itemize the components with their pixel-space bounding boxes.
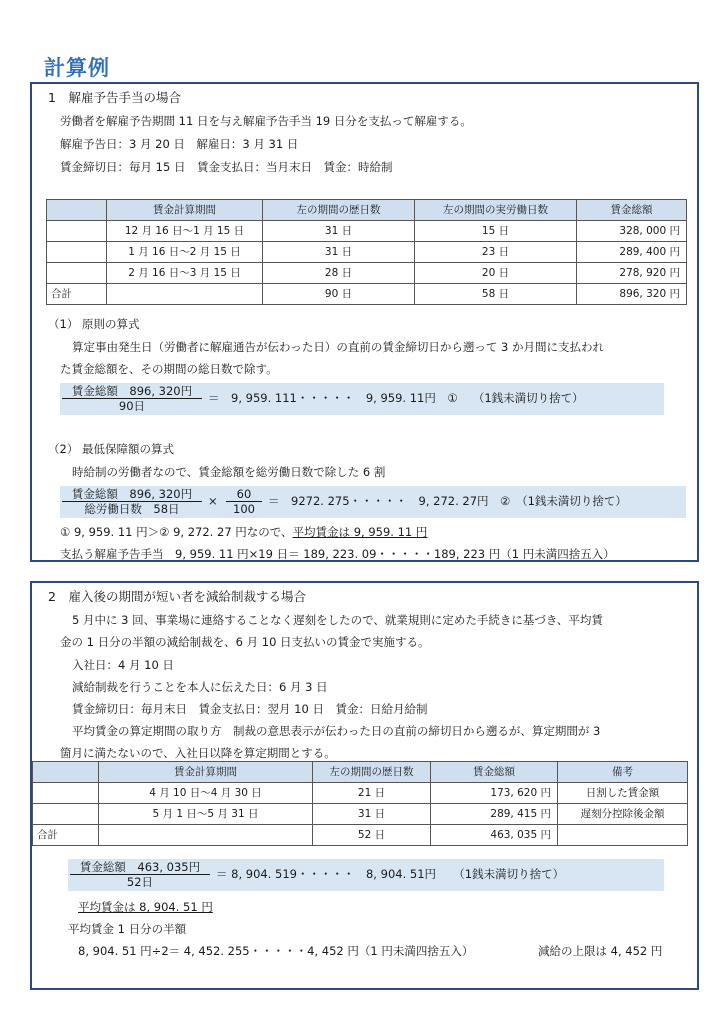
case2-desc2: 金の 1 日分の半額の減給制裁を、6 月 10 日支払いの賃金で実施する。 [60, 635, 430, 649]
table-row [33, 783, 688, 804]
formula3-fraction [70, 860, 210, 889]
table-cell: 463, 035 円 [431, 825, 558, 846]
table-row [47, 263, 687, 284]
case2-hire-date: 入社日：4 月 10 日 [72, 658, 174, 672]
table-cell: 23 日 [415, 242, 577, 263]
case1-sub1-line2: た賃金総額を、その期間の総日数で除す。 [60, 362, 278, 376]
table-cell: 日割した賃金額 [558, 783, 688, 804]
formula3-result: ＝ 8, 904. 519・・・・・ 8, 904. 51円 （1銭未満切り捨て） [216, 867, 565, 881]
table-cell: 5 月 1 日～5 月 31 日 [99, 804, 313, 825]
table-header: 賃金計算期間 [99, 762, 313, 783]
table-total-row [47, 284, 687, 305]
table-cell [558, 825, 688, 846]
table-row [33, 804, 688, 825]
table-cell: 21 日 [313, 783, 431, 804]
case2-half-calc: 8, 904. 51 円÷2＝ 4, 452. 255・・・・・4, 452 円（1 円未満四捨五入） [78, 944, 474, 958]
table-header: 賃金総額 [431, 762, 558, 783]
table-cell: 4 月 10 日～4 月 30 日 [99, 783, 313, 804]
formula1-result: ＝ 9, 959. 111・・・・・ 9, 959. 11円 ① （1銭未満切り捨て） [208, 391, 584, 405]
table-cell: 289, 415 円 [431, 804, 558, 825]
case2-half-label: 平均賃金 1 日分の半額 [68, 922, 187, 936]
table-cell: 12 月 16 日～1 月 15 日 [107, 221, 263, 242]
page-title: 計算例 [44, 56, 110, 80]
table-cell [47, 221, 107, 242]
case1-payment: 支払う解雇予告手当 9, 959. 11 円×19 日＝ 189, 223. 09・・・・・189, 223 円（1 円未満四捨五入） [60, 547, 615, 561]
case2-average-wage: 平均賃金は 8, 904. 51 円 [78, 900, 213, 914]
table-row [47, 242, 687, 263]
table-header [47, 200, 107, 221]
formula2-ratio-denominator: 100 [233, 502, 255, 516]
table-row [47, 221, 687, 242]
case1-heading: 1 解雇予告手当の場合 [48, 90, 181, 105]
case1-dates: 解雇予告日：3 月 20 日 解雇日：3 月 31 日 [60, 137, 299, 151]
table-cell: 52 日 [313, 825, 431, 846]
table-cell: 90 日 [263, 284, 415, 305]
table-cell: 278, 920 円 [577, 263, 687, 284]
table-cell: 2 月 16 日～3 月 15 日 [107, 263, 263, 284]
table-header: 左の期間の歴日数 [313, 762, 431, 783]
case2-wage-info: 賃金締切日：毎月末日 賃金支払日：翌月 10 日 賃金：日給月給制 [72, 702, 428, 716]
table-cell: 328, 000 円 [577, 221, 687, 242]
case2-limit: 減給の上限は 4, 452 円 [538, 944, 663, 958]
case2-table [32, 761, 688, 846]
table-cell: 31 日 [313, 804, 431, 825]
formula3-numerator: 賃金総額 463, 035円 [70, 860, 210, 875]
table-cell: 31 日 [263, 242, 415, 263]
table-header-row [47, 200, 687, 221]
formula2-times: × [208, 494, 218, 508]
table-cell [107, 284, 263, 305]
case1-sub1-heading: （1） 原則の算式 [48, 317, 140, 331]
formula1-fraction [62, 384, 202, 413]
case1-sub2-line1: 時給制の労働者なので、賃金総額を総労働日数で除した 6 割 [72, 465, 386, 479]
table-cell: 58 日 [415, 284, 577, 305]
table-header: 左の期間の実労働日数 [415, 200, 577, 221]
formula1-denominator: 90日 [118, 399, 146, 413]
table-cell: 31 日 [263, 221, 415, 242]
formula2-denominator: 総労働日数 58日 [84, 502, 180, 516]
table-header: 左の期間の歴日数 [263, 200, 415, 221]
case2-heading: 2 雇入後の期間が短い者を減給制裁する場合 [48, 589, 306, 604]
table-header: 賃金総額 [577, 200, 687, 221]
case2-desc1: 5 月中に 3 回、事業場に連絡することなく遅刻をしたので、就業規則に定めた手続きに基づき、平均賃 [72, 613, 603, 627]
formula2-fraction [62, 487, 202, 516]
case1-wage-info: 賃金締切日：毎月 15 日 賃金支払日：当月末日 賃金：時給制 [60, 160, 393, 174]
table-header [33, 762, 99, 783]
comparison-text: ① 9, 959. 11 円＞② 9, 272. 27 円なので、 [60, 525, 293, 539]
formula2-result: ＝ 9272. 275・・・・・ 9, 272. 27円 ② （1銭未満切り捨て） [268, 494, 627, 508]
formula2-ratio-numerator: 60 [226, 487, 262, 502]
table-header: 賃金計算期間 [107, 200, 263, 221]
table-cell [47, 263, 107, 284]
table-cell: 20 日 [415, 263, 577, 284]
table-total-row [33, 825, 688, 846]
case2-period2: 箇月に満たないので、入社日以降を算定期間とする。 [60, 746, 336, 760]
case2-period1: 平均賃金の算定期間の取り方 制裁の意思表示が伝わった日の直前の締切日から遡るが、算定期間が 3 [72, 724, 601, 738]
case1-table [46, 199, 687, 305]
case2-notify-date: 減給制裁を行うことを本人に伝えた日：6 月 3 日 [72, 680, 328, 694]
table-cell: 1 月 16 日～2 月 15 日 [107, 242, 263, 263]
table-cell: 15 日 [415, 221, 577, 242]
table-cell: 遅刻分控除後金額 [558, 804, 688, 825]
table-cell: 289, 400 円 [577, 242, 687, 263]
table-header: 備考 [558, 762, 688, 783]
table-header-row [33, 762, 688, 783]
case2-box [30, 581, 699, 990]
case1-box [30, 82, 699, 562]
case1-sub2-heading: （2） 最低保障額の算式 [48, 442, 174, 456]
table-cell: 28 日 [263, 263, 415, 284]
table-cell: 合計 [33, 825, 99, 846]
case1-comparison [60, 524, 427, 540]
table-cell [33, 783, 99, 804]
formula1-numerator: 賃金総額 896, 320円 [62, 384, 202, 399]
formula2-numerator: 賃金総額 896, 320円 [62, 487, 202, 502]
formula2-ratio [226, 487, 262, 516]
table-cell [33, 804, 99, 825]
table-cell [47, 242, 107, 263]
case1-description: 労働者を解雇予告期間 11 日を与え解雇予告手当 19 日分を支払って解雇する。 [60, 114, 472, 128]
case1-sub1-line1: 算定事由発生日（労働者に解雇通告が伝わった日）の直前の賃金締切日から遡って 3 か月間に支払われ [72, 340, 605, 354]
formula3-denominator: 52日 [126, 875, 154, 889]
table-cell: 173, 620 円 [431, 783, 558, 804]
table-cell: 896, 320 円 [577, 284, 687, 305]
table-cell: 合計 [47, 284, 107, 305]
table-cell [99, 825, 313, 846]
average-wage-conclusion: 平均賃金は 9, 959. 11 円 [292, 525, 428, 539]
